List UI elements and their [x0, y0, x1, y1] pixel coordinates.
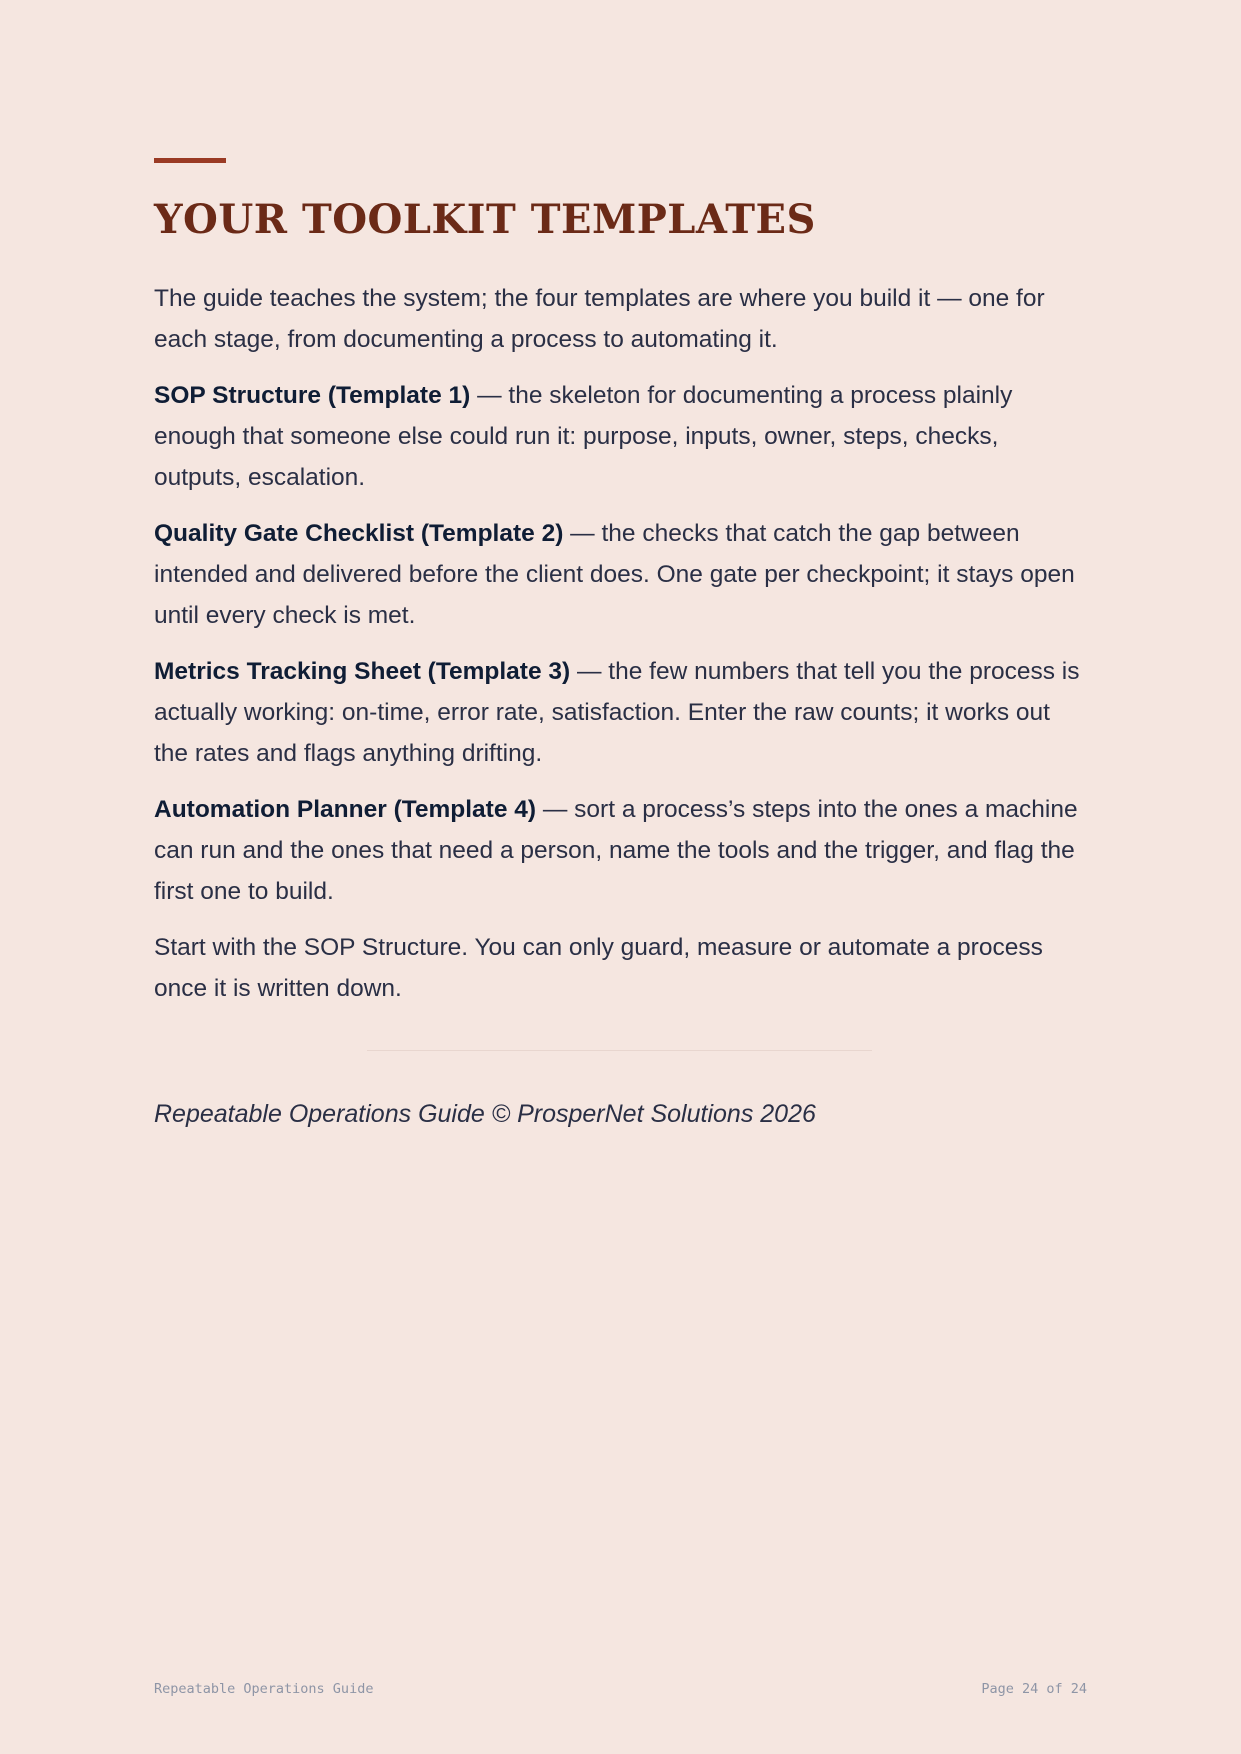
template-description: — the checks that catch the gap between intended and delivered before the client does. One gate per checkpoint; it stays open until every check is met.	[154, 520, 1075, 629]
template-description: — sort a process’s steps into the ones a machine can run and the ones that need a person, name the tools and the trigger, and flag the first one to build.	[154, 796, 1078, 905]
page-title: YOUR TOOLKIT TEMPLATES	[154, 196, 816, 243]
template-item-metrics	[154, 651, 1089, 774]
body-text	[154, 278, 1089, 1024]
template-name: SOP Structure (Template 1)	[154, 382, 471, 409]
intro-paragraph: The guide teaches the system; the four templates are where you build it — one for each stage, from documenting a process to automating it.	[154, 285, 1045, 353]
template-name: Metrics Tracking Sheet (Template 3)	[154, 658, 571, 685]
footer-page-number: Page 24 of 24	[981, 1681, 1087, 1697]
template-item-automation	[154, 789, 1089, 912]
template-item-sop	[154, 375, 1089, 498]
template-name: Automation Planner (Template 4)	[154, 796, 537, 823]
divider	[367, 1050, 872, 1051]
footer-guide-title: Repeatable Operations Guide	[154, 1681, 374, 1697]
template-name: Quality Gate Checklist (Template 2)	[154, 520, 564, 547]
colophon: Repeatable Operations Guide © ProsperNet Solutions 2026	[154, 1100, 816, 1128]
accent-bar	[154, 158, 226, 163]
template-item-quality-gate	[154, 513, 1089, 636]
closing-paragraph: Start with the SOP Structure. You can only guard, measure or automate a process once it is written down.	[154, 934, 1043, 1002]
template-description: — the skeleton for documenting a process plainly enough that someone else could run it: purpose, inputs, owner, steps, checks, outputs, escalation.	[154, 382, 1013, 491]
template-description: — the few numbers that tell you the process is actually working: on-time, error rate, satisfaction. Enter the raw counts; it works out the rates and flags anything drifting.	[154, 658, 1080, 767]
